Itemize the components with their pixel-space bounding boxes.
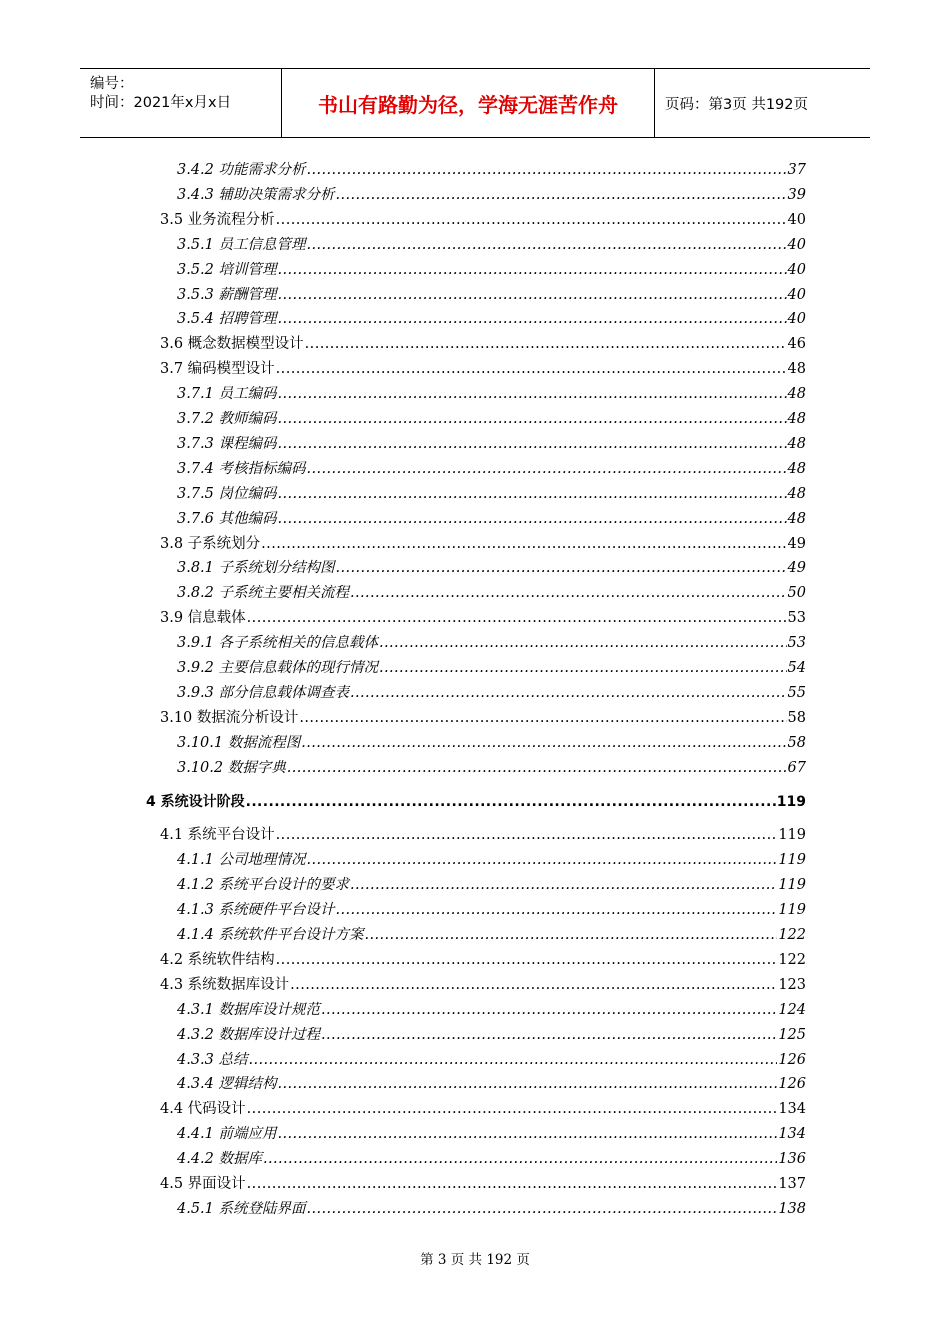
toc-entry[interactable] <box>146 792 806 812</box>
toc-entry[interactable] <box>177 758 806 778</box>
toc-leader-dots <box>307 850 778 870</box>
toc-entry-page: 48 <box>787 411 806 427</box>
toc-entry[interactable] <box>177 925 806 945</box>
toc-entry[interactable] <box>160 950 806 970</box>
toc-entry-page: 122 <box>778 927 806 943</box>
toc-leader-dots <box>261 534 786 554</box>
toc-leader-dots <box>247 1099 778 1119</box>
toc-leader-dots <box>379 658 787 678</box>
header-page-info: 页码：第3页 共192页 <box>665 96 809 113</box>
toc-entry-title: 3.8.2 子系统主要相关流程 <box>177 585 350 602</box>
toc-entry[interactable] <box>177 459 806 479</box>
toc-entry-page: 40 <box>787 286 806 303</box>
toc-entry-page: 54 <box>787 660 806 676</box>
toc-entry-page: 125 <box>778 1026 806 1043</box>
toc-entry-page: 48 <box>787 510 806 527</box>
toc-entry-title: 4.3.4 逻辑结构 <box>177 1076 277 1093</box>
toc-entry[interactable] <box>177 484 806 504</box>
toc-entry-title: 3.7 编码模型设计 <box>160 361 275 378</box>
toc-entry-title: 4.1.2 系统平台设计的要求 <box>177 877 350 894</box>
toc-entry-page: 58 <box>787 709 806 726</box>
toc-entry[interactable] <box>177 185 806 205</box>
toc-entry-title: 4.4 代码设计 <box>160 1101 246 1118</box>
toc-entry-title: 3.5.2 培训管理 <box>177 261 277 278</box>
toc-entry[interactable] <box>177 733 806 753</box>
toc-entry-page: 48 <box>787 460 806 477</box>
toc-leader-dots <box>278 409 787 429</box>
toc-entry-page: 119 <box>778 827 806 844</box>
toc-entry[interactable] <box>160 825 806 845</box>
toc-entry-page: 50 <box>787 585 806 602</box>
toc-entry-page: 40 <box>787 261 806 278</box>
toc-leader-dots <box>247 1174 778 1194</box>
toc-entry[interactable] <box>177 160 806 180</box>
toc-leader-dots <box>247 608 787 628</box>
toc-entry-page: 55 <box>787 684 806 701</box>
toc-entry-page: 48 <box>787 435 806 452</box>
toc-leader-dots <box>276 359 787 379</box>
toc-leader-dots <box>278 285 787 305</box>
toc-entry-page: 58 <box>787 734 806 751</box>
toc-entry[interactable] <box>177 309 806 329</box>
toc-leader-dots <box>278 384 787 404</box>
toc-entry[interactable] <box>160 210 806 230</box>
toc-leader-dots <box>350 875 777 895</box>
toc-leader-dots <box>246 792 776 812</box>
toc-entry[interactable] <box>177 850 806 870</box>
page-footer: 第 3 页 共 192 页 <box>420 1252 530 1268</box>
toc-entry[interactable] <box>160 975 806 995</box>
toc-leader-dots <box>278 309 787 329</box>
toc-entry[interactable] <box>160 1174 806 1194</box>
toc-entry-page: 67 <box>787 759 806 776</box>
toc-leader-dots <box>263 1149 777 1169</box>
toc-entry[interactable] <box>177 1124 806 1144</box>
toc-leader-dots <box>350 583 787 603</box>
toc-entry-title: 3.8.1 子系统划分结构图 <box>177 560 335 577</box>
toc-entry-page: 134 <box>778 1101 806 1118</box>
toc-entry[interactable] <box>177 1000 806 1020</box>
toc-entry-title: 3.9.3 部分信息载体调查表 <box>177 684 350 701</box>
toc-entry-title: 4.1.3 系统硬件平台设计 <box>177 902 335 919</box>
toc-entry-title: 4.5.1 系统登陆界面 <box>177 1200 306 1217</box>
toc-entry-page: 119 <box>778 902 806 919</box>
toc-entry-title: 4.4.2 数据库 <box>177 1151 263 1168</box>
toc-entry[interactable] <box>160 334 806 354</box>
toc-entry-page: 37 <box>787 162 806 178</box>
toc-entry-page: 126 <box>778 1051 806 1068</box>
toc-leader-dots <box>278 260 787 280</box>
toc-entry-title: 3.7.1 员工编码 <box>177 386 277 403</box>
toc-leader-dots <box>278 1074 778 1094</box>
toc-entry-page: 137 <box>778 1176 806 1192</box>
toc-leader-dots <box>278 484 787 504</box>
toc-entry-title: 4.3.1 数据库设计规范 <box>177 1001 321 1018</box>
toc-entry-title: 4.1 系统平台设计 <box>160 827 275 844</box>
toc-entry-title: 3.7.3 课程编码 <box>177 435 277 452</box>
toc-entry-page: 123 <box>778 976 806 993</box>
toc-entry-page: 119 <box>778 852 806 869</box>
toc-entry[interactable] <box>160 359 806 379</box>
toc-leader-dots <box>278 434 787 454</box>
toc-entry-page: 124 <box>778 1001 806 1018</box>
toc-leader-dots <box>350 683 787 703</box>
toc-leader-dots <box>307 1199 778 1219</box>
toc-entry-title: 3.9 信息载体 <box>160 610 246 627</box>
toc-entry[interactable] <box>160 1099 806 1119</box>
toc-entry-page: 126 <box>778 1076 806 1093</box>
toc-entry-page: 119 <box>778 877 806 894</box>
toc-entry-page: 122 <box>778 951 806 968</box>
toc-leader-dots <box>276 210 787 230</box>
toc-entry-page: 53 <box>787 635 806 652</box>
toc-entry[interactable] <box>177 583 806 603</box>
toc-entry-title: 4.1.4 系统软件平台设计方案 <box>177 927 364 943</box>
toc-entry-title: 3.6 概念数据模型设计 <box>160 336 304 353</box>
toc-entry-page: 40 <box>787 211 806 228</box>
toc-leader-dots <box>299 708 786 728</box>
toc-leader-dots <box>276 950 778 970</box>
toc-entry-page: 138 <box>778 1200 806 1217</box>
toc-entry-page: 49 <box>787 560 806 577</box>
toc-entry-page: 134 <box>778 1126 806 1143</box>
toc-leader-dots <box>321 1000 777 1020</box>
document-date: 时间：2021年x月x日 <box>90 95 232 111</box>
toc-entry-title: 3.7.5 岗位编码 <box>177 485 277 502</box>
toc-entry-title: 3.4.2 功能需求分析 <box>177 162 306 178</box>
toc-entry-title: 3.7.6 其他编码 <box>177 510 277 527</box>
toc-leader-dots <box>336 185 787 205</box>
toc-leader-dots <box>276 825 778 845</box>
toc-entry-page: 53 <box>787 610 806 627</box>
toc-leader-dots <box>278 509 787 529</box>
toc-entry[interactable] <box>177 260 806 280</box>
toc-entry[interactable] <box>177 1050 806 1070</box>
toc-entry[interactable] <box>177 285 806 305</box>
toc-entry[interactable] <box>177 875 806 895</box>
toc-leader-dots <box>249 1050 778 1070</box>
toc-entry-title: 4.3.3 总结 <box>177 1051 248 1068</box>
toc-leader-dots <box>307 160 787 180</box>
toc-entry-title: 4 系统设计阶段 <box>146 793 245 810</box>
toc-entry-title: 3.8 子系统划分 <box>160 535 261 552</box>
toc-leader-dots <box>365 925 778 945</box>
toc-entry-title: 3.5.1 员工信息管理 <box>177 236 306 253</box>
toc-leader-dots <box>290 975 777 995</box>
toc-entry-page: 48 <box>787 361 806 378</box>
toc-entry-page: 48 <box>787 485 806 502</box>
toc-leader-dots <box>379 633 787 653</box>
toc-leader-dots <box>301 733 786 753</box>
toc-leader-dots <box>305 334 787 354</box>
toc-entry[interactable] <box>177 1149 806 1169</box>
toc-entry-title: 4.1.1 公司地理情况 <box>177 852 306 869</box>
toc-entry-page: 49 <box>787 535 806 552</box>
toc-entry-page: 136 <box>778 1151 806 1168</box>
toc-leader-dots <box>336 558 787 578</box>
toc-entry[interactable] <box>177 558 806 578</box>
toc-entry-title: 4.5 界面设计 <box>160 1176 246 1192</box>
toc-entry-title: 4.2 系统软件结构 <box>160 951 275 968</box>
toc-entry[interactable] <box>177 235 806 255</box>
header-motto: 书山有路勤为径，学海无涯苦作舟 <box>282 69 655 137</box>
toc-entry-title: 3.7.4 考核指标编码 <box>177 460 306 477</box>
toc-leader-dots <box>278 1124 778 1144</box>
toc-entry[interactable] <box>177 434 806 454</box>
toc-entry-page: 40 <box>787 311 806 328</box>
toc-entry-page: 48 <box>787 386 806 403</box>
toc-entry[interactable] <box>177 900 806 920</box>
toc-leader-dots <box>307 235 787 255</box>
toc-entry[interactable] <box>177 683 806 703</box>
toc-entry[interactable] <box>177 633 806 653</box>
toc-entry-page: 119 <box>776 793 806 810</box>
toc-entry[interactable] <box>177 1074 806 1094</box>
toc-entry[interactable] <box>177 1199 806 1219</box>
toc-leader-dots <box>321 1025 777 1045</box>
toc-entry[interactable] <box>160 708 806 728</box>
document-number-label: 编号： <box>90 76 134 92</box>
toc-entry[interactable] <box>177 384 806 404</box>
toc-entry-title: 3.5 业务流程分析 <box>160 211 275 228</box>
toc-entry-title: 3.5.4 招聘管理 <box>177 311 277 328</box>
toc-entry[interactable] <box>177 509 806 529</box>
toc-entry-page: 40 <box>787 236 806 253</box>
toc-entry[interactable] <box>177 658 806 678</box>
toc-entry-title: 4.3.2 数据库设计过程 <box>177 1026 321 1043</box>
toc-entry-title: 3.10.1 数据流程图 <box>177 734 301 751</box>
toc-leader-dots <box>307 459 787 479</box>
toc-entry[interactable] <box>160 534 806 554</box>
toc-entry-title: 3.9.2 主要信息载体的现行情况 <box>177 660 379 676</box>
toc-entry-page: 46 <box>787 336 806 353</box>
toc-entry[interactable] <box>160 608 806 628</box>
toc-entry-title: 4.4.1 前端应用 <box>177 1126 277 1143</box>
toc-entry[interactable] <box>177 1025 806 1045</box>
toc-entry-title: 3.10 数据流分析设计 <box>160 709 299 726</box>
toc-leader-dots <box>336 900 778 920</box>
toc-entry-title: 4.3 系统数据库设计 <box>160 976 290 993</box>
toc-leader-dots <box>287 758 787 778</box>
toc-entry-title: 3.7.2 教师编码 <box>177 411 277 427</box>
toc-entry-title: 3.10.2 数据字典 <box>177 759 286 776</box>
toc-entry-page: 39 <box>787 186 806 203</box>
toc-entry-title: 3.4.3 辅助决策需求分析 <box>177 186 335 203</box>
toc-entry-title: 3.5.3 薪酬管理 <box>177 286 277 303</box>
toc-entry[interactable] <box>177 409 806 429</box>
toc-entry-title: 3.9.1 各子系统相关的信息载体 <box>177 635 379 652</box>
